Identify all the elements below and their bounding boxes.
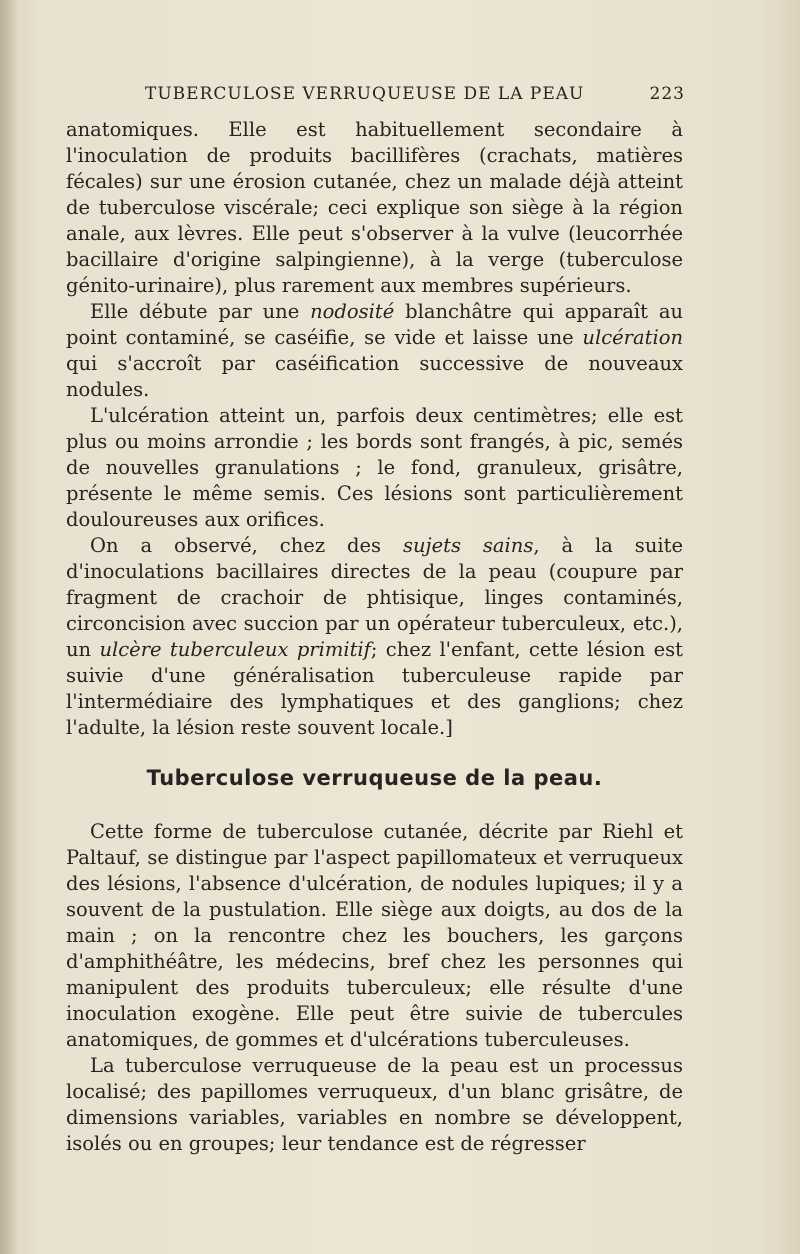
main-text-block — [66, 117, 683, 741]
paragraph: anatomiques. Elle est habituellement secondaire à l'inoculation de produits bacillifères (crachats, matières fécales) sur une érosion cutanée, chez un malade déjà atteint de tuberculose viscérale; ceci explique son siège à la région anale, aux lèvres. Elle peut s'observer à la vulve (leucorrhée bacillaire d'origine salpingienne), à la verge (tuberculose génito-urinaire), plus rarement aux membres supérieurs. — [66, 118, 683, 297]
paragraph: La tuberculose verruqueuse de la peau est un processus localisé; des papillomes verruqueux, d'un blanc grisâtre, de dimensions variables, variables en nombre se développent, isolés ou en groupes; leur tendance est de régresser — [66, 1054, 683, 1155]
paragraph — [66, 533, 683, 741]
italic-term: nodosité — [310, 300, 395, 323]
text-run: ; chez l'enfant, cette lésion est suivie d'une généralisation tuberculeuse rapide par l'intermédiaire des lymphatiques et des ganglions; chez l'adulte, la lésion reste souvent locale.] — [66, 638, 683, 739]
text-run: Elle débute par une — [90, 300, 311, 323]
italic-term: sujets sains — [402, 534, 534, 557]
text-run: qui s'accroît par caséification successive de nouveaux nodules. — [66, 352, 683, 401]
running-header — [145, 84, 685, 108]
paragraph — [66, 299, 683, 403]
section-heading: Tuberculose verruqueuse de la peau. — [146, 766, 603, 790]
page-gutter-shadow — [0, 0, 18, 1254]
text-run: On a observé, chez des — [90, 534, 403, 557]
text-run: , à la suite d'inoculations bacillaires directes de la peau (coupure par fragment de crachoir de phtisique, linges contaminés, circoncision avec succion par un opérateur tuberculeux, etc.), un — [66, 534, 683, 661]
running-title: TUBERCULOSE VERRUQUEUSE DE LA PEAU — [145, 84, 585, 104]
italic-term: ulcération — [582, 326, 683, 349]
text-run: blanchâtre qui apparaît au point contaminé, se caséifie, se vide et laisse une — [66, 300, 683, 349]
paragraph: Cette forme de tuberculose cutanée, décrite par Riehl et Paltauf, se distingue par l'aspect papillomateux et verruqueux des lésions, l'absence d'ulcération, de nodules lupiques; il y a souvent de la pustulation. Elle siège aux doigts, au dos de la main ; on la rencontre chez les bouchers, les garçons d'amphithéâtre, les médecins, bref chez les personnes qui manipulent des produits tuberculeux; elle résulte d'une inoculation exogène. Elle peut être suivie de tubercules anatomiques, de gommes et d'ulcérations tuberculeuses. — [66, 820, 683, 1051]
paragraph: L'ulcération atteint un, parfois deux centimètres; elle est plus ou moins arrondie ; les bords sont frangés, à pic, semés de nouvelles granulations ; le fond, granuleux, grisâtre, présente le même semis. Ces lésions sont particulièrement douloureuses aux orifices. — [66, 404, 683, 531]
section-text-block — [66, 819, 683, 1157]
page-number: 223 — [649, 84, 685, 104]
italic-term: ulcère tuberculeux primitif — [99, 638, 371, 661]
